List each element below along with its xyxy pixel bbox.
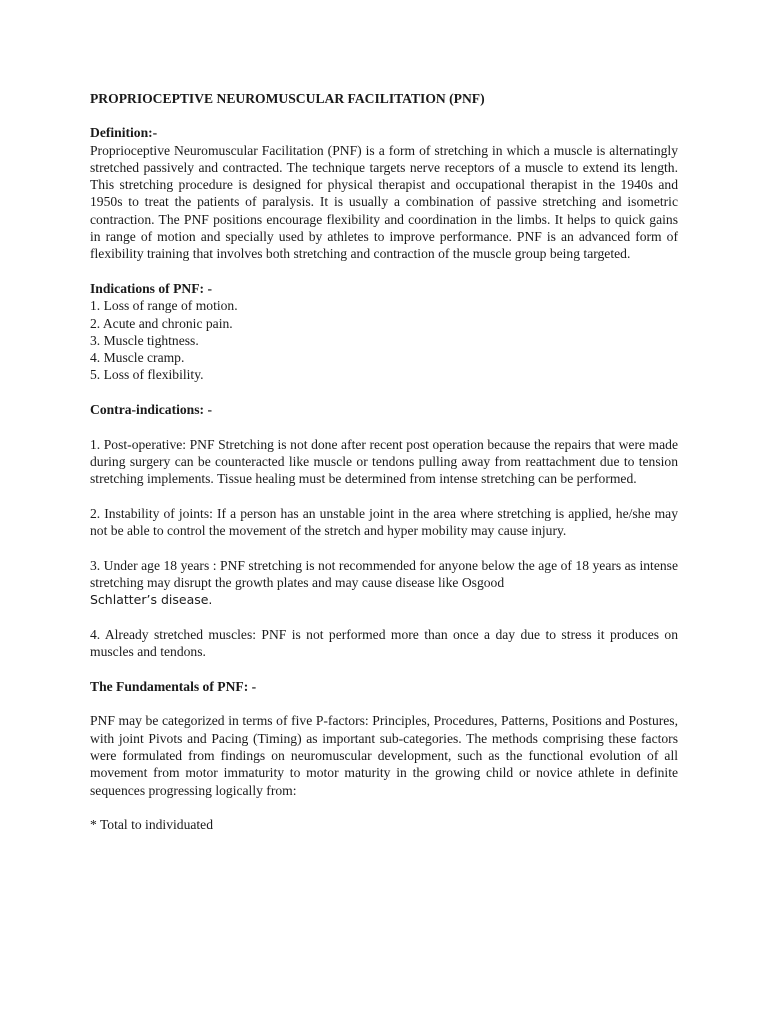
contraindication-item: 2. Instability of joints: If a person has an unstable joint in the area where stretching is applied, he/she may not be able to control the movement of the stretch and hyper mobility may cause injury. xyxy=(90,505,678,539)
indication-item: 1. Loss of range of motion. xyxy=(90,298,238,314)
fundamentals-bullet: * Total to individuated xyxy=(90,817,214,833)
contraindication-item: 1. Post-operative: PNF Stretching is not done after recent post operation because the repairs that were made during surgery can be counteracted like muscle or tendons pulling away from reattachment due to tension stretching implements. Tissue healing must be determined from intense stretching can be performed. xyxy=(90,436,678,487)
definition-text: Proprioceptive Neuromuscular Facilitation (PNF) is a form of stretching in which a muscle is alternatingly stretched passively and contracted. The technique targets nerve receptors of a muscle to extend its length. This stretching procedure is designed for physical therapist and occupational therapist in the 1940s and 1950s to treat the patients of paralysis. It is usually a combination of passive stretching and isometric contraction. The PNF positions encourage flexibility and coordination in the limbs. It helps to quick gains in range of motion and specially used by athletes to improve performance. PNF is an advanced form of flexibility training that involves both stretching and contraction of the muscle group being targeted. xyxy=(90,142,678,262)
contraindication-item: 3. Under age 18 years : PNF stretching is not recommended for anyone below the age of 18 years as intense stretching may disrupt the growth plates and may cause disease like Osgood xyxy=(90,557,678,591)
indication-item: 2. Acute and chronic pain. xyxy=(90,315,233,331)
indications-heading: Indications of PNF: - xyxy=(90,280,212,296)
indication-item: 4. Muscle cramp. xyxy=(90,350,185,366)
definition-heading: Definition:- xyxy=(90,125,158,141)
contraindications-heading: Contra-indications: - xyxy=(90,402,212,418)
contraindication-item-tail: Schlatter’s disease. xyxy=(90,592,213,608)
fundamentals-text: PNF may be categorized in terms of five P-factors: Principles, Procedures, Patterns, Positions and Postures, with joint Pivots and Pacing (Timing) as important sub-categories. The methods comprising these factors were formulated from findings on neuromuscular development, such as the functional evolution of all movement from motor immaturity to motor maturity in the growing child or novice athlete in definite sequences progressing logically from: xyxy=(90,713,678,798)
document-title: PROPRIOCEPTIVE NEUROMUSCULAR FACILITATION (PNF) xyxy=(90,91,485,106)
fundamentals-heading: The Fundamentals of PNF: - xyxy=(90,678,257,694)
indication-item: 3. Muscle tightness. xyxy=(90,332,199,348)
contraindication-item: 4. Already stretched muscles: PNF is not performed more than once a day due to stress it produces on muscles and tendons. xyxy=(90,626,678,660)
document-page xyxy=(90,90,678,833)
indication-item: 5. Loss of flexibility. xyxy=(90,367,204,383)
